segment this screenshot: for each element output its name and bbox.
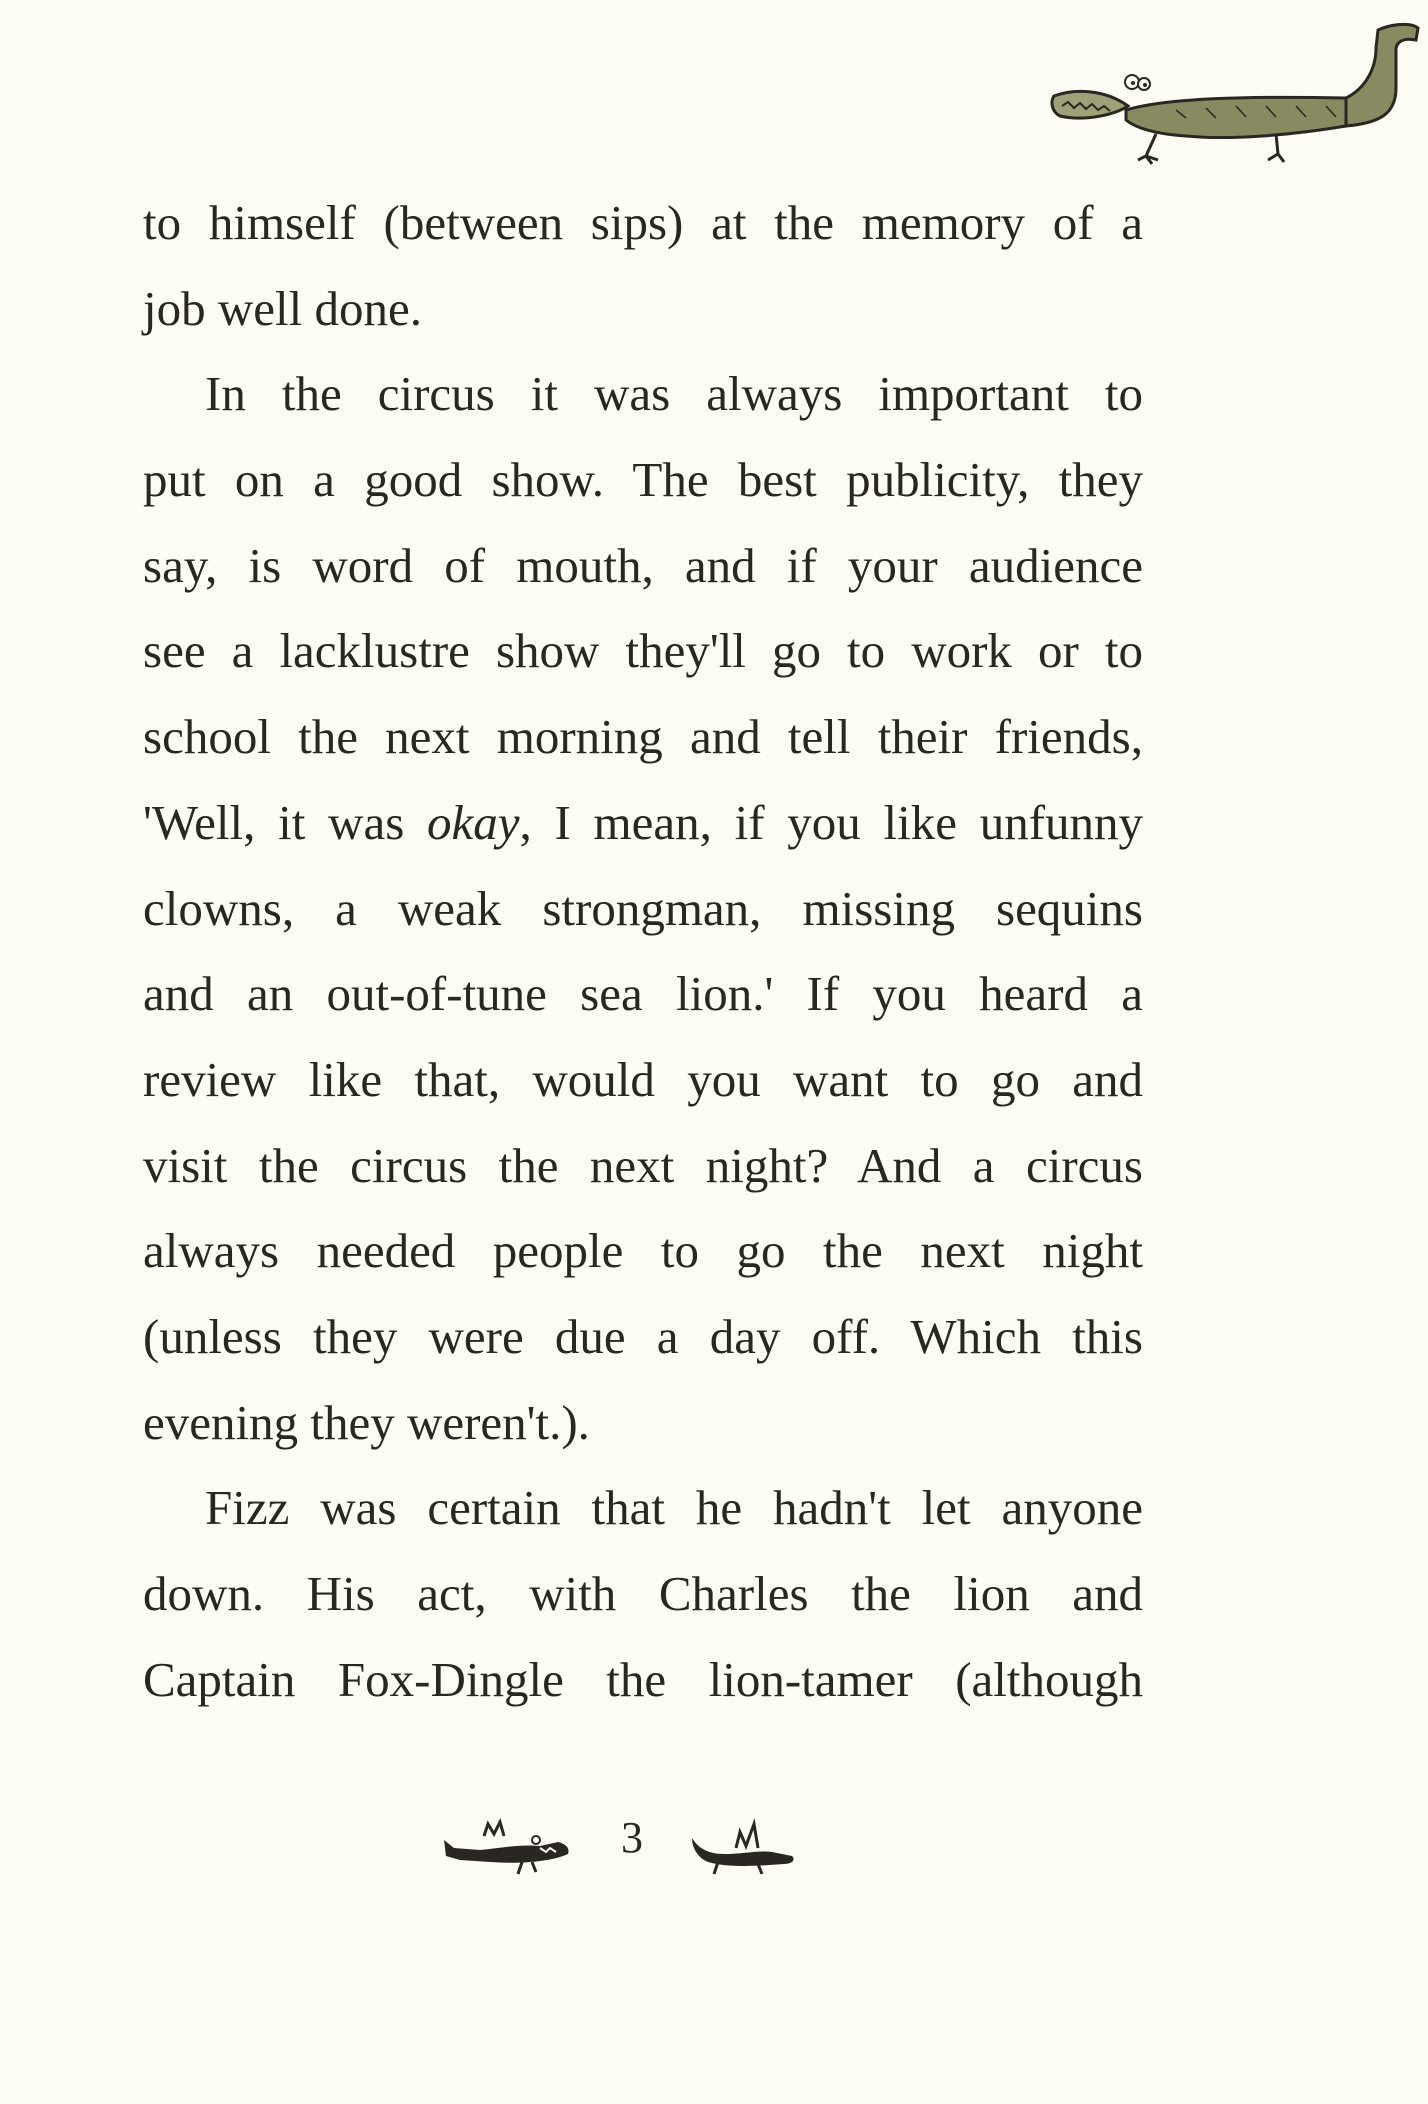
crocodile-ornament-right-icon [688, 1818, 798, 1876]
italic-word: okay [427, 794, 520, 850]
page-number: 3 [621, 1813, 643, 1862]
text-line-18: Captain Fox-Dingle the lion-tamer (although [143, 1651, 1143, 1707]
page-footer [0, 1808, 1428, 1888]
text-line-11: review like that, would you want to go and [143, 1051, 1143, 1107]
quote-rest: , I mean, if you like unfunny [519, 794, 1144, 850]
text-line-16: Fizz was certain that he hadn't let anyone [205, 1480, 1143, 1536]
text-line-17: down. His act, with Charles the lion and [143, 1566, 1143, 1621]
text-line-9: clowns, a weak strongman, missing sequins [143, 880, 1143, 936]
body-text [143, 180, 1143, 1722]
text-line-7: school the next morning and tell their friends, [143, 709, 1143, 765]
quote-start: 'Well, it was [143, 794, 427, 850]
crocodile-ornament-left-icon [440, 1818, 574, 1876]
text-line-3: In the circus it was always important to [205, 366, 1143, 422]
text-line-15: evening they weren't.). [143, 1394, 590, 1450]
text-line-10: and an out-of-tune sea lion.' If you heard a [143, 966, 1143, 1022]
text-line-8 [143, 780, 1143, 866]
text-line-2: job well done. [143, 280, 422, 336]
text-line-5: say, is word of mouth, and if your audience [143, 537, 1143, 593]
text-line-12: visit the circus the next night? And a circus [143, 1137, 1143, 1193]
text-line-14: (unless they were due a day off. Which this [143, 1308, 1143, 1364]
text-line-4: put on a good show. The best publicity, they [143, 452, 1143, 508]
text-line-1: to himself (between sips) at the memory of a [143, 195, 1143, 250]
text-line-13: always needed people to go the next night [143, 1223, 1143, 1279]
crocodile-illustration-icon [1046, 18, 1420, 188]
text-line-6: see a lacklustre show they'll go to work or to [143, 623, 1143, 679]
